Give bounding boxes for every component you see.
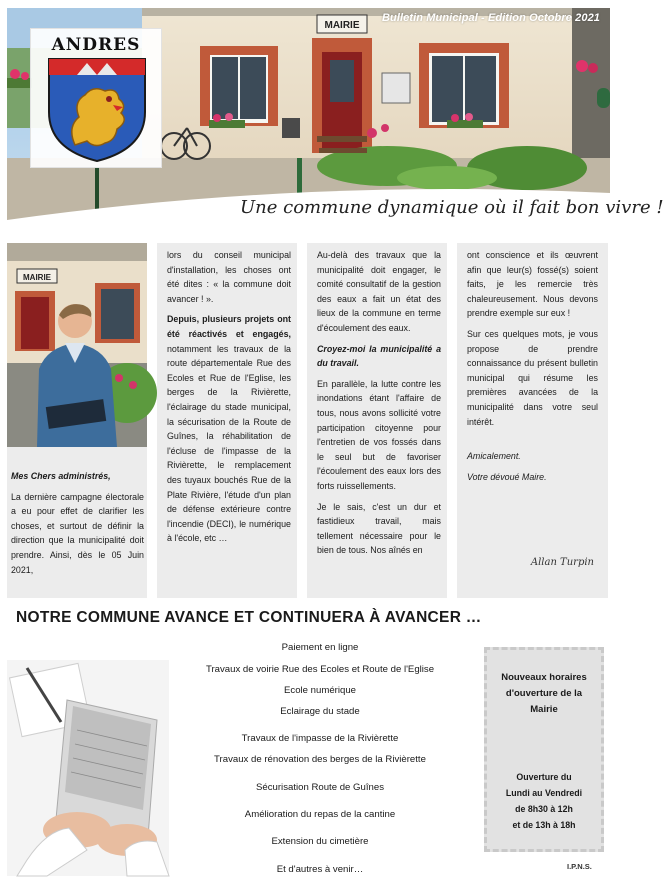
letter-lead: Depuis, plusieurs projets ont été réactivés et engagés, — [167, 314, 291, 339]
letter-paragraph: ont conscience et ils œuvrent afin que leur(s) fossé(s) soient faits, je les remercie très chaleureusement. Nous devons prendre exemple sur eux ! — [467, 250, 598, 319]
letter-paragraph: En parallèle, la lutte contre les inondations étant l'affaire de tous, nous avons sollicité votre participation citoyenne pour l'entretien de vos fossés dans le seul but de favoriser l'écoulement des eaux lors des forts ruissellements. — [317, 378, 441, 491]
opening-hours-details — [493, 769, 595, 833]
letter-column-4 — [457, 243, 608, 598]
letter-column-1-text — [11, 469, 144, 583]
letter-column-3-text — [317, 248, 441, 564]
letter-paragraph — [167, 312, 291, 546]
opening-hours-title: Nouveaux horaires d'ouverture de la Mairie — [501, 672, 587, 715]
section-title: NOTRE COMMUNE AVANCE ET CONTINUERA À AVANCER … — [16, 609, 482, 626]
project-item: Eclairage du stade — [280, 706, 360, 717]
project-item: Travaux de rénovation des berges de la Rivièrette — [214, 754, 426, 765]
project-item: Sécurisation Route de Guînes — [256, 782, 384, 793]
mayor-letter — [7, 243, 608, 598]
project-item: Et d'autres à venir… — [276, 864, 364, 875]
letter-paragraph: lors du conseil municipal d'installation, les choses ont été dites : « la commune doit avancer ! ». — [167, 250, 291, 304]
letter-paragraph: Sur ces quelques mots, je vous propose de prendre connaissance du présent bulletin municipal qui résume les premières avancées de la municipalité dans votre seul intérêt. — [467, 328, 598, 427]
mayor-portrait-image — [7, 243, 147, 447]
project-item: Travaux de l'impasse de la Rivièrette — [241, 733, 399, 744]
opening-hours-box — [484, 647, 604, 852]
letter-paragraph: Je le sais, c'est un dur et fastidieux travail, mais tellement nécessaire pour le bien de tous. Nos aînés en — [317, 501, 441, 556]
project-item: Ecole numérique — [284, 685, 356, 696]
mayor-signature: Allan Turpin — [530, 557, 594, 568]
opening-hours-line: Lundi au Vendredi — [505, 788, 583, 798]
coat-of-arms-icon — [47, 57, 147, 163]
letter-emphasis: Croyez-moi la municipalité a du travail. — [317, 343, 441, 369]
opening-hours-line: et de 13h à 18h — [512, 820, 576, 830]
project-item: Amélioration du repas de la cantine — [244, 809, 396, 820]
opening-hours-line: de 8h30 à 12h — [515, 804, 573, 814]
letter-paragraph: Au-delà des travaux que la municipalité doit engager, le comité consultatif de la gestion des eaux a fait un état des lieux de la commune en terme d'écoulement des eaux. — [317, 250, 441, 333]
svg-text:MAIRIE: MAIRIE — [324, 20, 360, 31]
letter-column-4-text — [467, 248, 598, 490]
ipns-mention: I.P.N.S. — [567, 862, 592, 871]
letter-column-2-text — [167, 248, 291, 552]
letter-paragraph: La dernière campagne électorale a eu pour effet de clarifier les choses, et surtout de définir la direction que la municipalité doit prendre. Ainsi, dès le 05 Juin 2021, — [11, 491, 144, 575]
project-item: Travaux de voirie Rue des Ecoles et Route de l'Eglise — [205, 664, 435, 675]
slogan-text: Une commune dynamique où il fait bon vivre ! — [240, 197, 664, 218]
svg-text:MAIRIE: MAIRIE — [23, 273, 51, 282]
letter-column-3 — [307, 243, 447, 598]
letter-paragraph-rest: notamment les travaux de la route départementale Rue des Ecoles et Rue de l'Eglise, les berges de la Rivièrette, l'éclairage du stade municipal, la sécurisation de la Route de Guînes, la réhabilitation de l'écluse de l'impasse de la Rivièrette, le remplacement des tuyaux bouchés Rue de la Plate Rivière, l'étude d'un plan de défense extérieure contre l'incendie (DECI), le numérique à l'école, etc … — [167, 343, 291, 544]
commune-crest — [30, 28, 162, 168]
salutation: Mes Chers administrés, — [11, 471, 111, 481]
project-item: Extension du cimetière — [271, 836, 369, 847]
letter-column-2 — [157, 243, 297, 598]
project-item: Paiement en ligne — [281, 642, 359, 653]
commune-name: ANDRES — [51, 35, 141, 55]
laptop-hands-image — [7, 660, 169, 876]
closing-amicalement: Amicalement. — [467, 451, 521, 462]
letter-column-1 — [7, 243, 147, 598]
opening-hours-line: Ouverture du — [516, 772, 572, 782]
closing-maire: Votre dévoué Maire. — [467, 471, 547, 482]
bulletin-title: Bulletin Municipal - Edition Octobre 2021 — [381, 12, 600, 24]
